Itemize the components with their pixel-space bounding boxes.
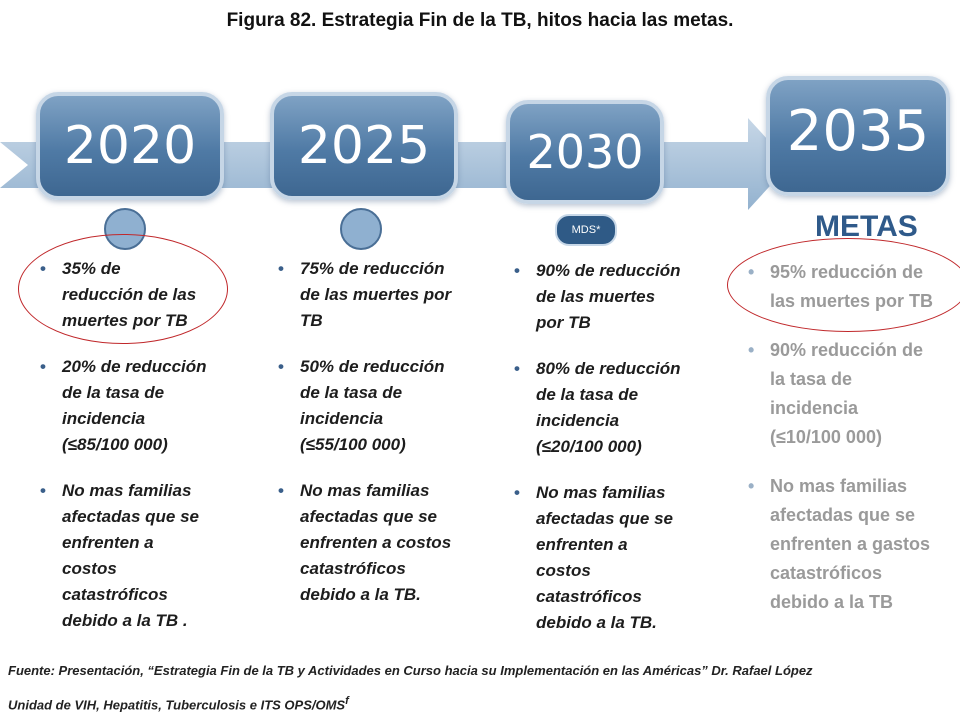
- metas-label: METAS: [815, 210, 918, 243]
- bullet-item: [274, 256, 494, 334]
- bullet-list-2025: [274, 256, 494, 608]
- bullet-line: enfrenten a: [536, 535, 628, 554]
- bullet-line: de las muertes: [536, 287, 656, 306]
- bullet-line: (≤85/100 000): [62, 435, 168, 454]
- bullet-line: • 90% de reducción: [536, 261, 681, 280]
- bullet-line: catastróficos: [300, 559, 406, 578]
- bullet-line: (≤55/100 000): [300, 435, 406, 454]
- bullet-line: • 80% de reducción: [536, 359, 681, 378]
- bullet-item: [36, 354, 246, 458]
- year-box-2035: 2035: [766, 76, 950, 196]
- bullet-item: [274, 354, 494, 458]
- bullet-line: costos: [62, 559, 117, 578]
- bullet-line: de la tasa de: [300, 383, 403, 402]
- bullet-line: • 75% de reducción: [300, 259, 445, 278]
- year-box-2025: 2025: [270, 92, 458, 200]
- bullet-line: incidencia: [770, 398, 859, 418]
- bullet-line: • 95% reducción de: [770, 262, 924, 282]
- bullet-line: catastróficos: [62, 585, 168, 604]
- bullet-line: • No mas familias: [62, 481, 192, 500]
- bullet-line: • No mas familias: [770, 476, 908, 496]
- bullet-line: • 90% reducción de: [770, 340, 924, 360]
- bullet-line: incidencia: [536, 411, 620, 430]
- source-line-1: Fuente: Presentación, “Estrategia Fin de la TB y Actividades en Curso hacia su Implementación en las Américas” Dr. Rafael López: [8, 663, 813, 678]
- timeline-node-2025: [340, 208, 382, 250]
- bullet-line: • 50% de reducción: [300, 357, 445, 376]
- bullet-line: catastróficos: [536, 587, 642, 606]
- bullet-line: debido a la TB: [770, 592, 894, 612]
- highlight-ellipse-2020: [18, 234, 228, 344]
- column-2030: [510, 258, 730, 656]
- bullet-line: enfrenten a costos: [300, 533, 452, 552]
- bullet-line: debido a la TB.: [536, 613, 657, 632]
- column-2025: [274, 256, 494, 628]
- bullet-line: reducción de las: [62, 285, 197, 304]
- bullet-line: catastróficos: [770, 563, 883, 583]
- year-box-2020: 2020: [36, 92, 224, 200]
- bullet-line: por TB: [536, 313, 591, 332]
- source-note: [8, 656, 958, 720]
- bullet-line: de las muertes por: [300, 285, 452, 304]
- bullet-line: incidencia: [62, 409, 146, 428]
- bullet-line: • 35% de: [62, 259, 121, 278]
- bullet-item: [510, 356, 730, 460]
- bullet-line: debido a la TB.: [300, 585, 421, 604]
- bullet-line: enfrenten a gastos: [770, 534, 931, 554]
- bullet-item: [36, 478, 246, 634]
- bullet-item: [744, 472, 960, 617]
- bullet-line: muertes por TB: [62, 311, 188, 330]
- bullet-item: [744, 336, 960, 452]
- bullet-line: • 20% de reducción: [62, 357, 207, 376]
- bullet-line: afectadas que se: [62, 507, 200, 526]
- bullet-line: enfrenten a: [62, 533, 154, 552]
- bullet-line: costos: [536, 561, 591, 580]
- bullet-line: (≤20/100 000): [536, 437, 642, 456]
- bullet-line: • No mas familias: [536, 483, 666, 502]
- bullet-line: las muertes por TB: [770, 291, 934, 311]
- year-box-2030: 2030: [506, 100, 664, 204]
- bullet-item: [510, 480, 730, 636]
- bullet-line: afectadas que se: [536, 509, 674, 528]
- highlight-ellipse-metas: [727, 238, 960, 332]
- bullet-line: de la tasa de: [536, 385, 639, 404]
- bullet-list-2030: [510, 258, 730, 636]
- mds-badge: MDS*: [555, 214, 617, 246]
- bullet-line: TB: [300, 311, 323, 330]
- bullet-line: debido a la TB .: [62, 611, 188, 630]
- figure-title: Figura 82. Estrategia Fin de la TB, hitos hacia las metas.: [226, 10, 734, 31]
- bullet-line: afectadas que se: [770, 505, 916, 525]
- bullet-line: • No mas familias: [300, 481, 430, 500]
- bullet-item: [510, 258, 730, 336]
- bullet-line: afectadas que se: [300, 507, 438, 526]
- bullet-line: de la tasa de: [62, 383, 165, 402]
- bullet-item: [274, 478, 494, 608]
- source-superscript: f: [345, 695, 349, 707]
- bullet-line: incidencia: [300, 409, 384, 428]
- bullet-line: (≤10/100 000): [770, 427, 882, 447]
- source-line-2: Unidad de VIH, Hepatitis, Tuberculosis e ITS OPS/OMS$^f$: [8, 695, 349, 713]
- bullet-line: la tasa de: [770, 369, 853, 389]
